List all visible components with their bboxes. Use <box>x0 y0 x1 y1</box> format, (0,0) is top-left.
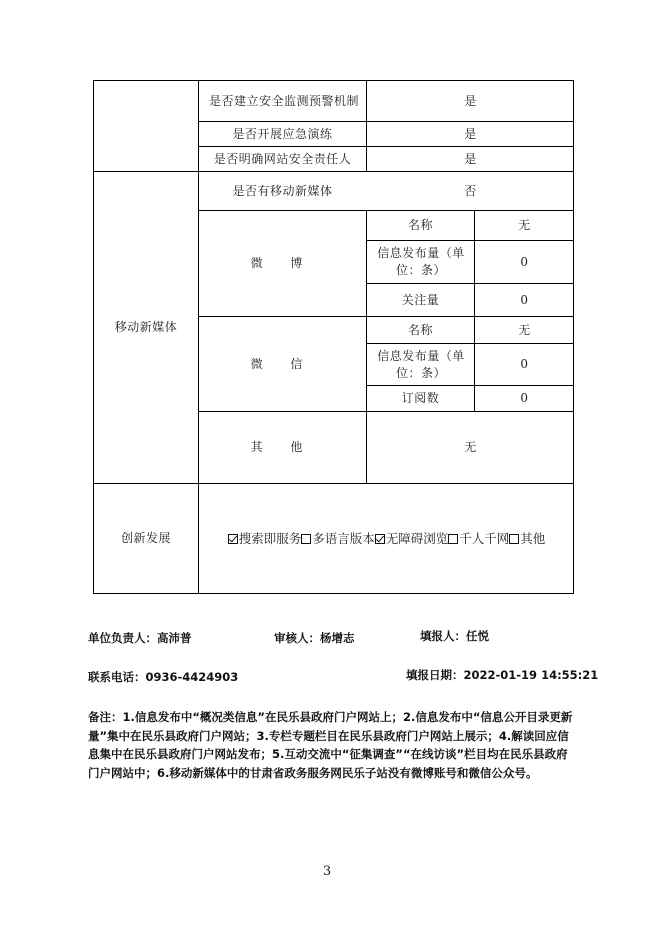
has-mobile-media-value: 否 <box>464 183 477 198</box>
weixin-posts-value: 0 <box>520 357 529 371</box>
weibo-name-label: 名称 <box>407 218 433 232</box>
weixin-subscribers-label: 订阅数 <box>401 391 440 405</box>
has-mobile-media-label: 是否有移动新媒体 <box>232 183 333 198</box>
weibo-posts-label: 信息发布量（单位：条） <box>377 246 465 277</box>
weibo-name-value: 无 <box>518 218 531 232</box>
weibo-followers-label: 关注量 <box>401 292 440 307</box>
weixin-subscribers-value: 0 <box>520 391 529 405</box>
mobile-media-section-label: 移动新媒体 <box>114 320 178 334</box>
contact-phone: 联系电话：0936-4424903 <box>88 670 239 684</box>
checkbox-checked-icon <box>228 534 238 544</box>
weibo-label: 微 博 <box>250 256 315 270</box>
checkbox-unchecked-icon <box>448 534 458 544</box>
other-media-value: 无 <box>464 440 477 454</box>
reviewer: 审核人：杨增志 <box>274 631 355 645</box>
other-media-label: 其 他 <box>250 440 315 454</box>
security-monitoring-value: 是 <box>464 93 477 108</box>
weixin-label: 微 信 <box>250 356 315 371</box>
weixin-name-value: 无 <box>518 322 531 337</box>
security-officer-label: 是否明确网站安全责任人 <box>213 151 352 166</box>
security-officer-value: 是 <box>464 151 477 166</box>
checkbox-checked-icon <box>375 534 385 544</box>
checkbox-unchecked-icon <box>301 534 311 544</box>
innovation-option-accessibility: 无障碍浏览 <box>375 530 449 547</box>
innovation-option-multilingual: 多语言版本 <box>301 530 375 547</box>
emergency-drill-value: 是 <box>464 126 477 141</box>
remarks: 备注：1.信息发布中“概况类信息”在民乐县政府门户网站上；2.信息发布中“信息公开目录更新量”集中在民乐县政府门户网站；3.专栏专题栏目在民乐县政府门户网站上展示；4.解读回应信息集中在民乐县政府门户网站发布；5.互动交流中“征集调查”“在线访谈”栏目均在民乐县政府门户网站中；6.移动新媒体中的甘肃省政务服务网民乐子站没有微博账号和微信公众号。 <box>88 710 573 780</box>
weibo-followers-value: 0 <box>520 292 529 307</box>
security-monitoring-label: 是否建立安全监测预警机制 <box>208 93 359 108</box>
report-table <box>93 80 574 594</box>
innovation-option-other: 其他 <box>509 530 545 547</box>
weixin-posts-label: 信息发布量（单位：条） <box>377 348 465 380</box>
innovation-option-personalized: 千人千网 <box>448 530 509 547</box>
innovation-label: 创新发展 <box>120 531 171 545</box>
weixin-name-label: 名称 <box>407 322 433 337</box>
page-number: 3 <box>322 864 332 879</box>
innovation-options <box>199 484 574 593</box>
filler: 填报人：任悦 <box>420 629 489 643</box>
fill-date: 填报日期：2022-01-19 14:55:21 <box>406 668 599 682</box>
innovation-option-search: 搜索即服务 <box>228 530 302 547</box>
unit-head: 单位负责人：高沛普 <box>88 631 192 645</box>
weibo-posts-value: 0 <box>520 254 529 269</box>
checkbox-unchecked-icon <box>509 534 519 544</box>
emergency-drill-label: 是否开展应急演练 <box>232 126 333 141</box>
